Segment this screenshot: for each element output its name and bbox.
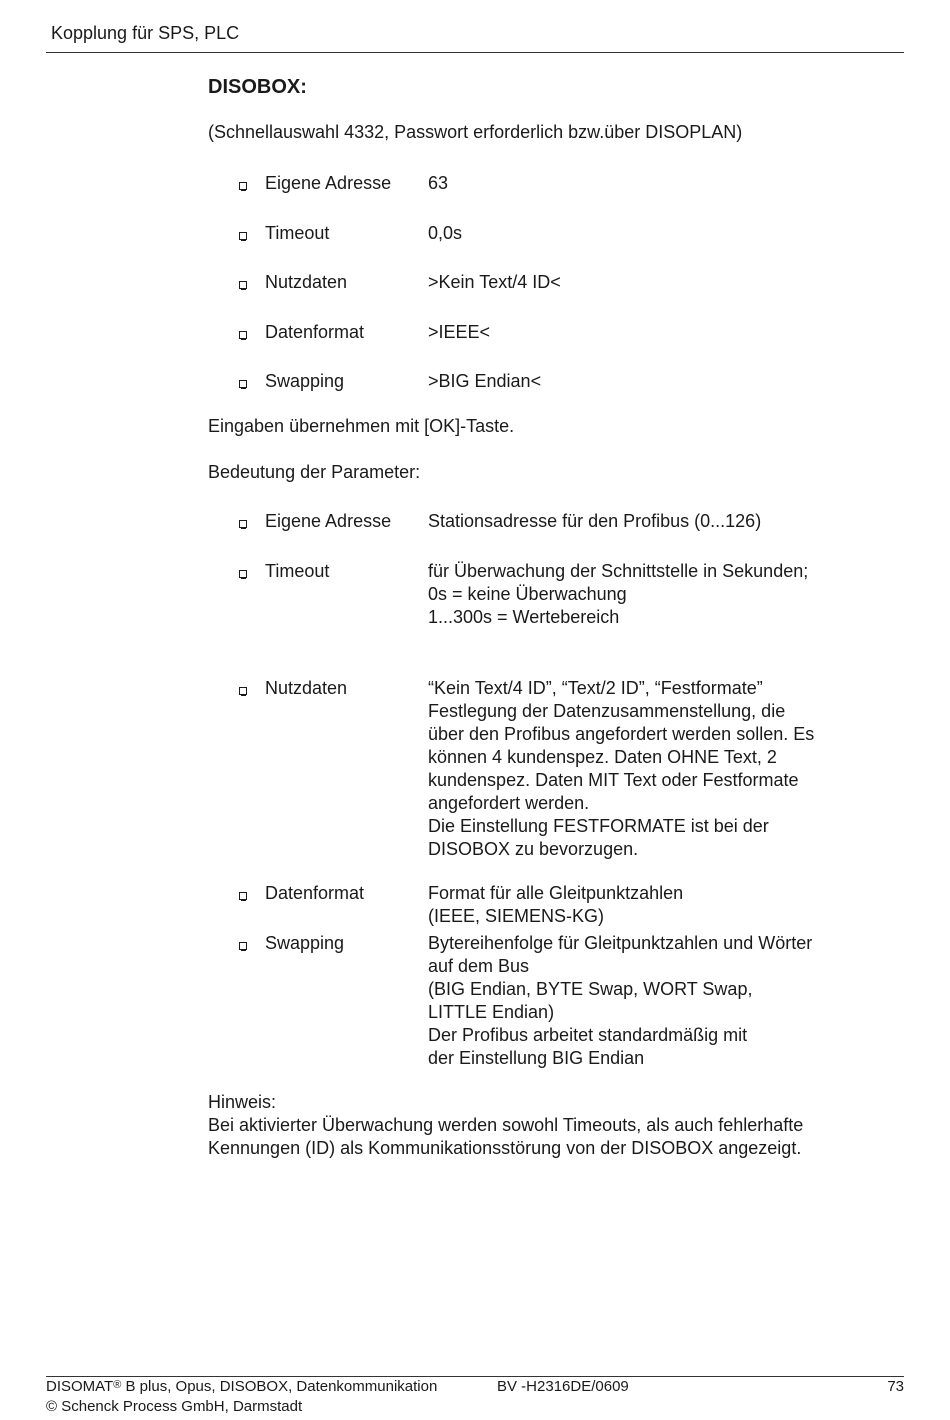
description-line: Die Einstellung FESTFORMATE ist bei der bbox=[428, 816, 769, 836]
checkbox-bullet-icon bbox=[239, 182, 247, 190]
page-header-title: Kopplung für SPS, PLC bbox=[51, 23, 240, 43]
description-line: DISOBOX zu bevorzugen. bbox=[428, 839, 639, 859]
description-line: Der Profibus arbeitet standardmäßig mit bbox=[428, 1025, 748, 1045]
description-line: Bytereihenfolge für Gleitpunktzahlen und Wörter bbox=[428, 933, 813, 953]
setting-label: Datenformat bbox=[265, 322, 365, 342]
note-line: Kennungen (ID) als Kommunikationsstörung von der DISOBOX angezeigt. bbox=[208, 1138, 802, 1158]
description-line: (IEEE, SIEMENS-KG) bbox=[428, 906, 605, 926]
parameter-description bbox=[428, 510, 848, 533]
description-line: der Einstellung BIG Endian bbox=[428, 1048, 645, 1068]
setting-value: >Kein Text/4 ID< bbox=[428, 272, 561, 292]
description-line: kundenspez. Daten MIT Text oder Festformate bbox=[428, 770, 799, 790]
page-number: 73 bbox=[887, 1378, 904, 1395]
description-line: 1...300s = Wertebereich bbox=[428, 607, 620, 627]
note-block bbox=[208, 1091, 803, 1160]
checkbox-bullet-icon bbox=[239, 232, 247, 240]
checkbox-bullet-icon bbox=[239, 570, 247, 578]
setting-value: >BIG Endian< bbox=[428, 371, 542, 391]
checkbox-bullet-icon bbox=[239, 892, 247, 900]
footer-product-rest: B plus, Opus, DISOBOX, Datenkommunikation bbox=[121, 1378, 438, 1395]
parameter-label: Eigene Adresse bbox=[265, 511, 392, 531]
footer-product-line bbox=[46, 1377, 437, 1397]
parameter-label: Timeout bbox=[265, 561, 330, 581]
header-divider bbox=[46, 52, 904, 53]
setting-label: Eigene Adresse bbox=[265, 173, 392, 193]
description-line: LITTLE Endian) bbox=[428, 1002, 555, 1022]
setting-label: Swapping bbox=[265, 371, 345, 391]
description-line: Format für alle Gleitpunktzahlen bbox=[428, 883, 684, 903]
footer-product-info bbox=[46, 1377, 437, 1417]
description-line: angefordert werden. bbox=[428, 793, 590, 813]
note-heading: Hinweis: bbox=[208, 1092, 277, 1112]
setting-label: Nutzdaten bbox=[265, 272, 348, 292]
description-line: können 4 kundenspez. Daten OHNE Text, 2 bbox=[428, 747, 777, 767]
checkbox-bullet-icon bbox=[239, 331, 247, 339]
parameter-label: Datenformat bbox=[265, 883, 365, 903]
description-line: “Kein Text/4 ID”, “Text/2 ID”, “Festformate” bbox=[428, 678, 763, 698]
setting-value: >IEEE< bbox=[428, 322, 491, 342]
description-line: Stationsadresse für den Profibus (0...126) bbox=[428, 511, 762, 531]
note-line: Bei aktivierter Überwachung werden sowohl Timeouts, als auch fehlerhafte bbox=[208, 1115, 804, 1135]
checkbox-bullet-icon bbox=[239, 687, 247, 695]
description-line: für Überwachung der Schnittstelle in Sekunden; bbox=[428, 561, 809, 581]
registered-mark: ® bbox=[113, 1379, 122, 1391]
footer-product-prefix: DISOMAT bbox=[46, 1378, 114, 1395]
meaning-heading: Bedeutung der Parameter: bbox=[208, 462, 421, 482]
setting-label: Timeout bbox=[265, 223, 330, 243]
parameter-description bbox=[428, 882, 848, 928]
parameter-description bbox=[428, 932, 848, 1070]
parameter-description bbox=[428, 677, 848, 861]
parameter-label: Nutzdaten bbox=[265, 678, 348, 698]
checkbox-bullet-icon bbox=[239, 942, 247, 950]
section-title: DISOBOX: bbox=[208, 76, 307, 98]
checkbox-bullet-icon bbox=[239, 520, 247, 528]
checkbox-bullet-icon bbox=[239, 380, 247, 388]
setting-value: 0,0s bbox=[428, 223, 463, 243]
footer-copyright: © Schenck Process GmbH, Darmstadt bbox=[46, 1398, 303, 1415]
description-line: auf dem Bus bbox=[428, 956, 530, 976]
description-line: Festlegung der Datenzusammenstellung, die bbox=[428, 701, 786, 721]
footer-doc-id: BV -H2316DE/0609 bbox=[497, 1378, 629, 1395]
parameter-description bbox=[428, 560, 848, 629]
confirm-text: Eingaben übernehmen mit [OK]-Taste. bbox=[208, 416, 515, 436]
section-intro: (Schnellauswahl 4332, Passwort erforderlich bzw.über DISOPLAN) bbox=[208, 122, 743, 142]
description-line: über den Profibus angefordert werden sollen. Es bbox=[428, 724, 815, 744]
checkbox-bullet-icon bbox=[239, 281, 247, 289]
setting-value: 63 bbox=[428, 173, 449, 193]
parameter-label: Swapping bbox=[265, 933, 345, 953]
description-line: (BIG Endian, BYTE Swap, WORT Swap, bbox=[428, 979, 753, 999]
description-line: 0s = keine Überwachung bbox=[428, 584, 627, 604]
